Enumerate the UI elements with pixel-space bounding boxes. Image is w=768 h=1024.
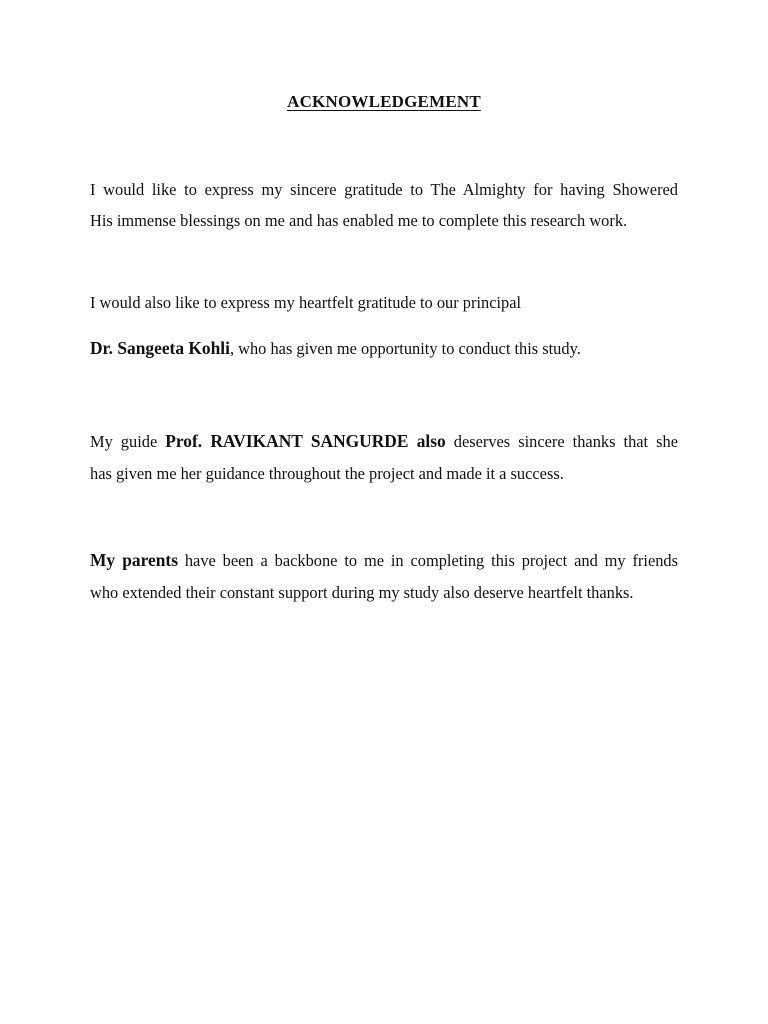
paragraph-gratitude-almighty <box>90 174 678 236</box>
paragraph-line <box>90 338 678 359</box>
paragraph-text: , who has given me opportunity to conduct this study. <box>229 339 581 358</box>
paragraph-guide <box>90 425 678 490</box>
paragraph-line: I would also like to express my heartfelt gratitude to our principal <box>90 293 522 312</box>
guide-name: Prof. RAVIKANT SANGURDE also <box>165 431 446 451</box>
paragraph-line: I would like to express my sincere gratitude to The Almighty for having Showered <box>90 180 678 199</box>
paragraph-text: have been a backbone to me in completing this project and my friends <box>177 551 678 570</box>
paragraph-line: has given me her guidance throughout the project and made it a success. <box>90 464 564 483</box>
paragraph-line: His immense blessings on me and has enabled me to complete this research work. <box>90 211 628 230</box>
principal-name: Dr. Sangeeta Kohli <box>90 338 230 358</box>
page-title: ACKNOWLEDGEMENT <box>287 92 481 111</box>
paragraph-text: My guide <box>90 432 166 451</box>
parents-label: My parents <box>90 550 178 570</box>
paragraph-line <box>90 544 678 577</box>
paragraph-parents-friends <box>90 544 678 609</box>
paragraph-principal-name <box>90 338 678 359</box>
paragraph-gratitude-principal <box>90 293 678 313</box>
paragraph-line: who extended their constant support during my study also deserve heartfelt thanks. <box>90 583 634 602</box>
paragraph-line <box>90 425 678 458</box>
paragraph-text: deserves sincere thanks that she <box>445 432 678 451</box>
